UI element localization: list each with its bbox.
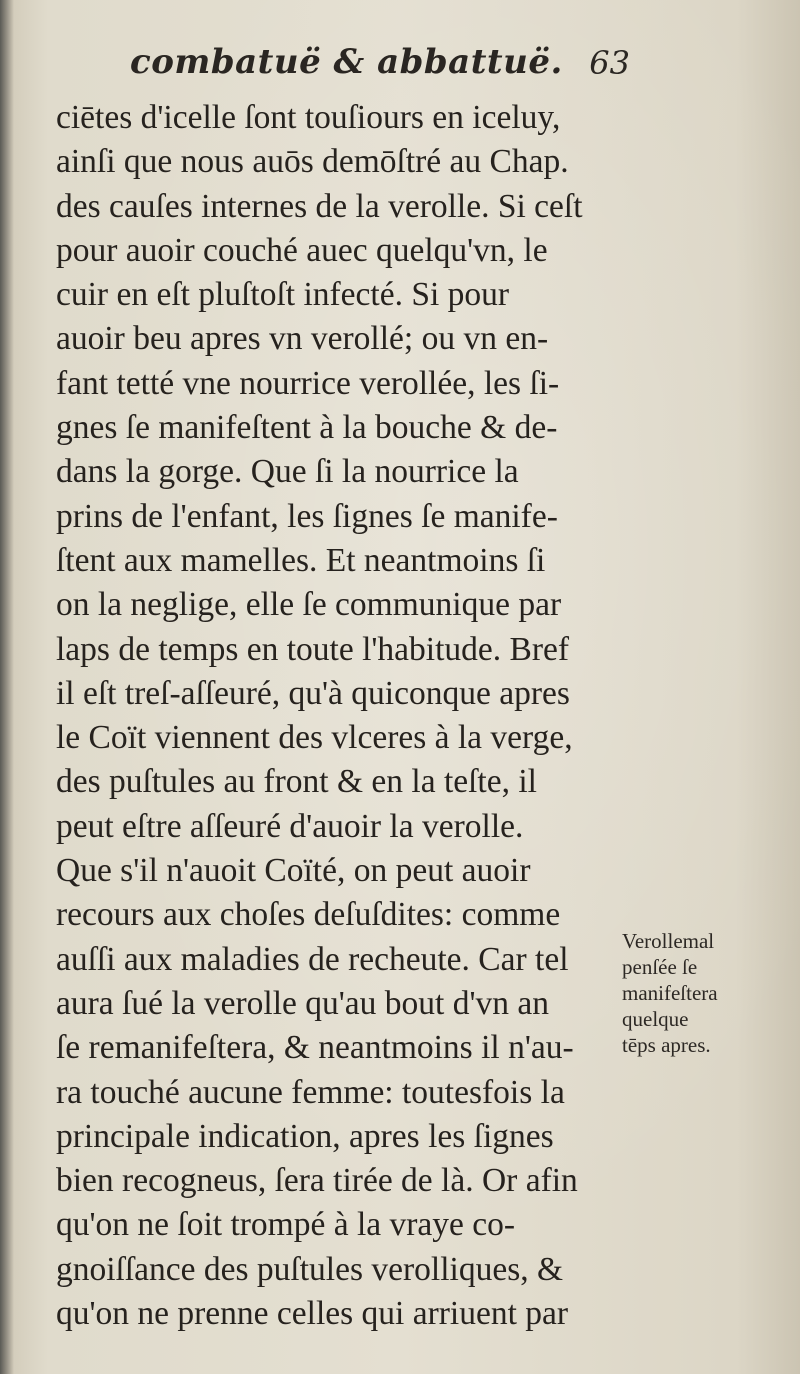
text-line: Que s'il n'auoit Coïté, on peut auoir	[56, 852, 531, 890]
text-line: ra touché aucune femme: toutesfois la	[56, 1073, 565, 1111]
text-line: qu'on ne prenne celles qui arriuent par	[56, 1295, 569, 1333]
text-line: fant tetté vne nourrice verollée, les ſi-	[56, 364, 560, 402]
text-line: des cauſes internes de la verolle. Si ceſt	[56, 187, 583, 225]
page-number: 63	[589, 44, 630, 82]
binding-edge	[0, 0, 14, 1374]
text-line: auſſi aux maladies de recheute. Car tel	[56, 940, 569, 978]
text-line: le Coït viennent des vlceres à la verge,	[56, 719, 573, 757]
running-title: combatuë & abbattuë.	[130, 42, 563, 82]
margin-note-line: penſée ſe	[622, 955, 698, 979]
text-line: ſe remanifeſtera, & neantmoins il n'au-	[56, 1029, 574, 1067]
margin-note-line: manifeſtera	[622, 981, 718, 1005]
text-line: ciētes d'icelle ſont touſiours en iceluy,	[56, 99, 561, 136]
text-line: peut eſtre aſſeuré d'auoir la verolle.	[56, 807, 524, 845]
text-line: principale indication, apres les ſignes	[56, 1117, 554, 1155]
text-line: qu'on ne ſoit trompé à la vraye co-	[56, 1206, 516, 1244]
text-line: des puſtules au front & en la teſte, il	[56, 763, 537, 801]
margin-note	[622, 928, 792, 1058]
text-line: dans la gorge. Que ſi la nourrice la	[56, 453, 519, 491]
text-line: prins de l'enfant, les ſignes ſe manife-	[56, 497, 558, 535]
text-line: auoir beu apres vn verollé; ou vn en-	[56, 320, 549, 358]
text-line: gnes ſe manifeſtent à la bouche & de-	[56, 409, 558, 447]
text-line: laps de temps en toute l'habitude. Bref	[56, 630, 570, 668]
body-text	[56, 96, 626, 1336]
text-line: ſtent aux mamelles. Et neantmoins ſi	[56, 541, 546, 579]
running-head	[70, 38, 630, 88]
text-line: il eſt treſ-aſſeuré, qu'à quiconque apres	[56, 674, 570, 712]
margin-note-line: quelque	[622, 1007, 689, 1031]
text-line: bien recogneus, ſera tirée de là. Or afin	[56, 1162, 578, 1200]
margin-note-line: tēps apres.	[622, 1033, 711, 1057]
text-line: gnoiſſance des puſtules verolliques, &	[56, 1250, 564, 1288]
text-line: pour auoir couché auec quelqu'vn, le	[56, 231, 548, 269]
text-line: aura ſué la verolle qu'au bout d'vn an	[56, 984, 549, 1022]
margin-note-line: Verollemal	[622, 929, 715, 953]
text-line: on la neglige, elle ſe communique par	[56, 586, 562, 624]
text-line: ainſi que nous auōs demōſtré au Chap.	[56, 143, 569, 181]
text-line: cuir en eſt pluſtoſt infecté. Si pour	[56, 276, 510, 314]
text-line: recours aux choſes deſuſdites: comme	[56, 896, 561, 934]
